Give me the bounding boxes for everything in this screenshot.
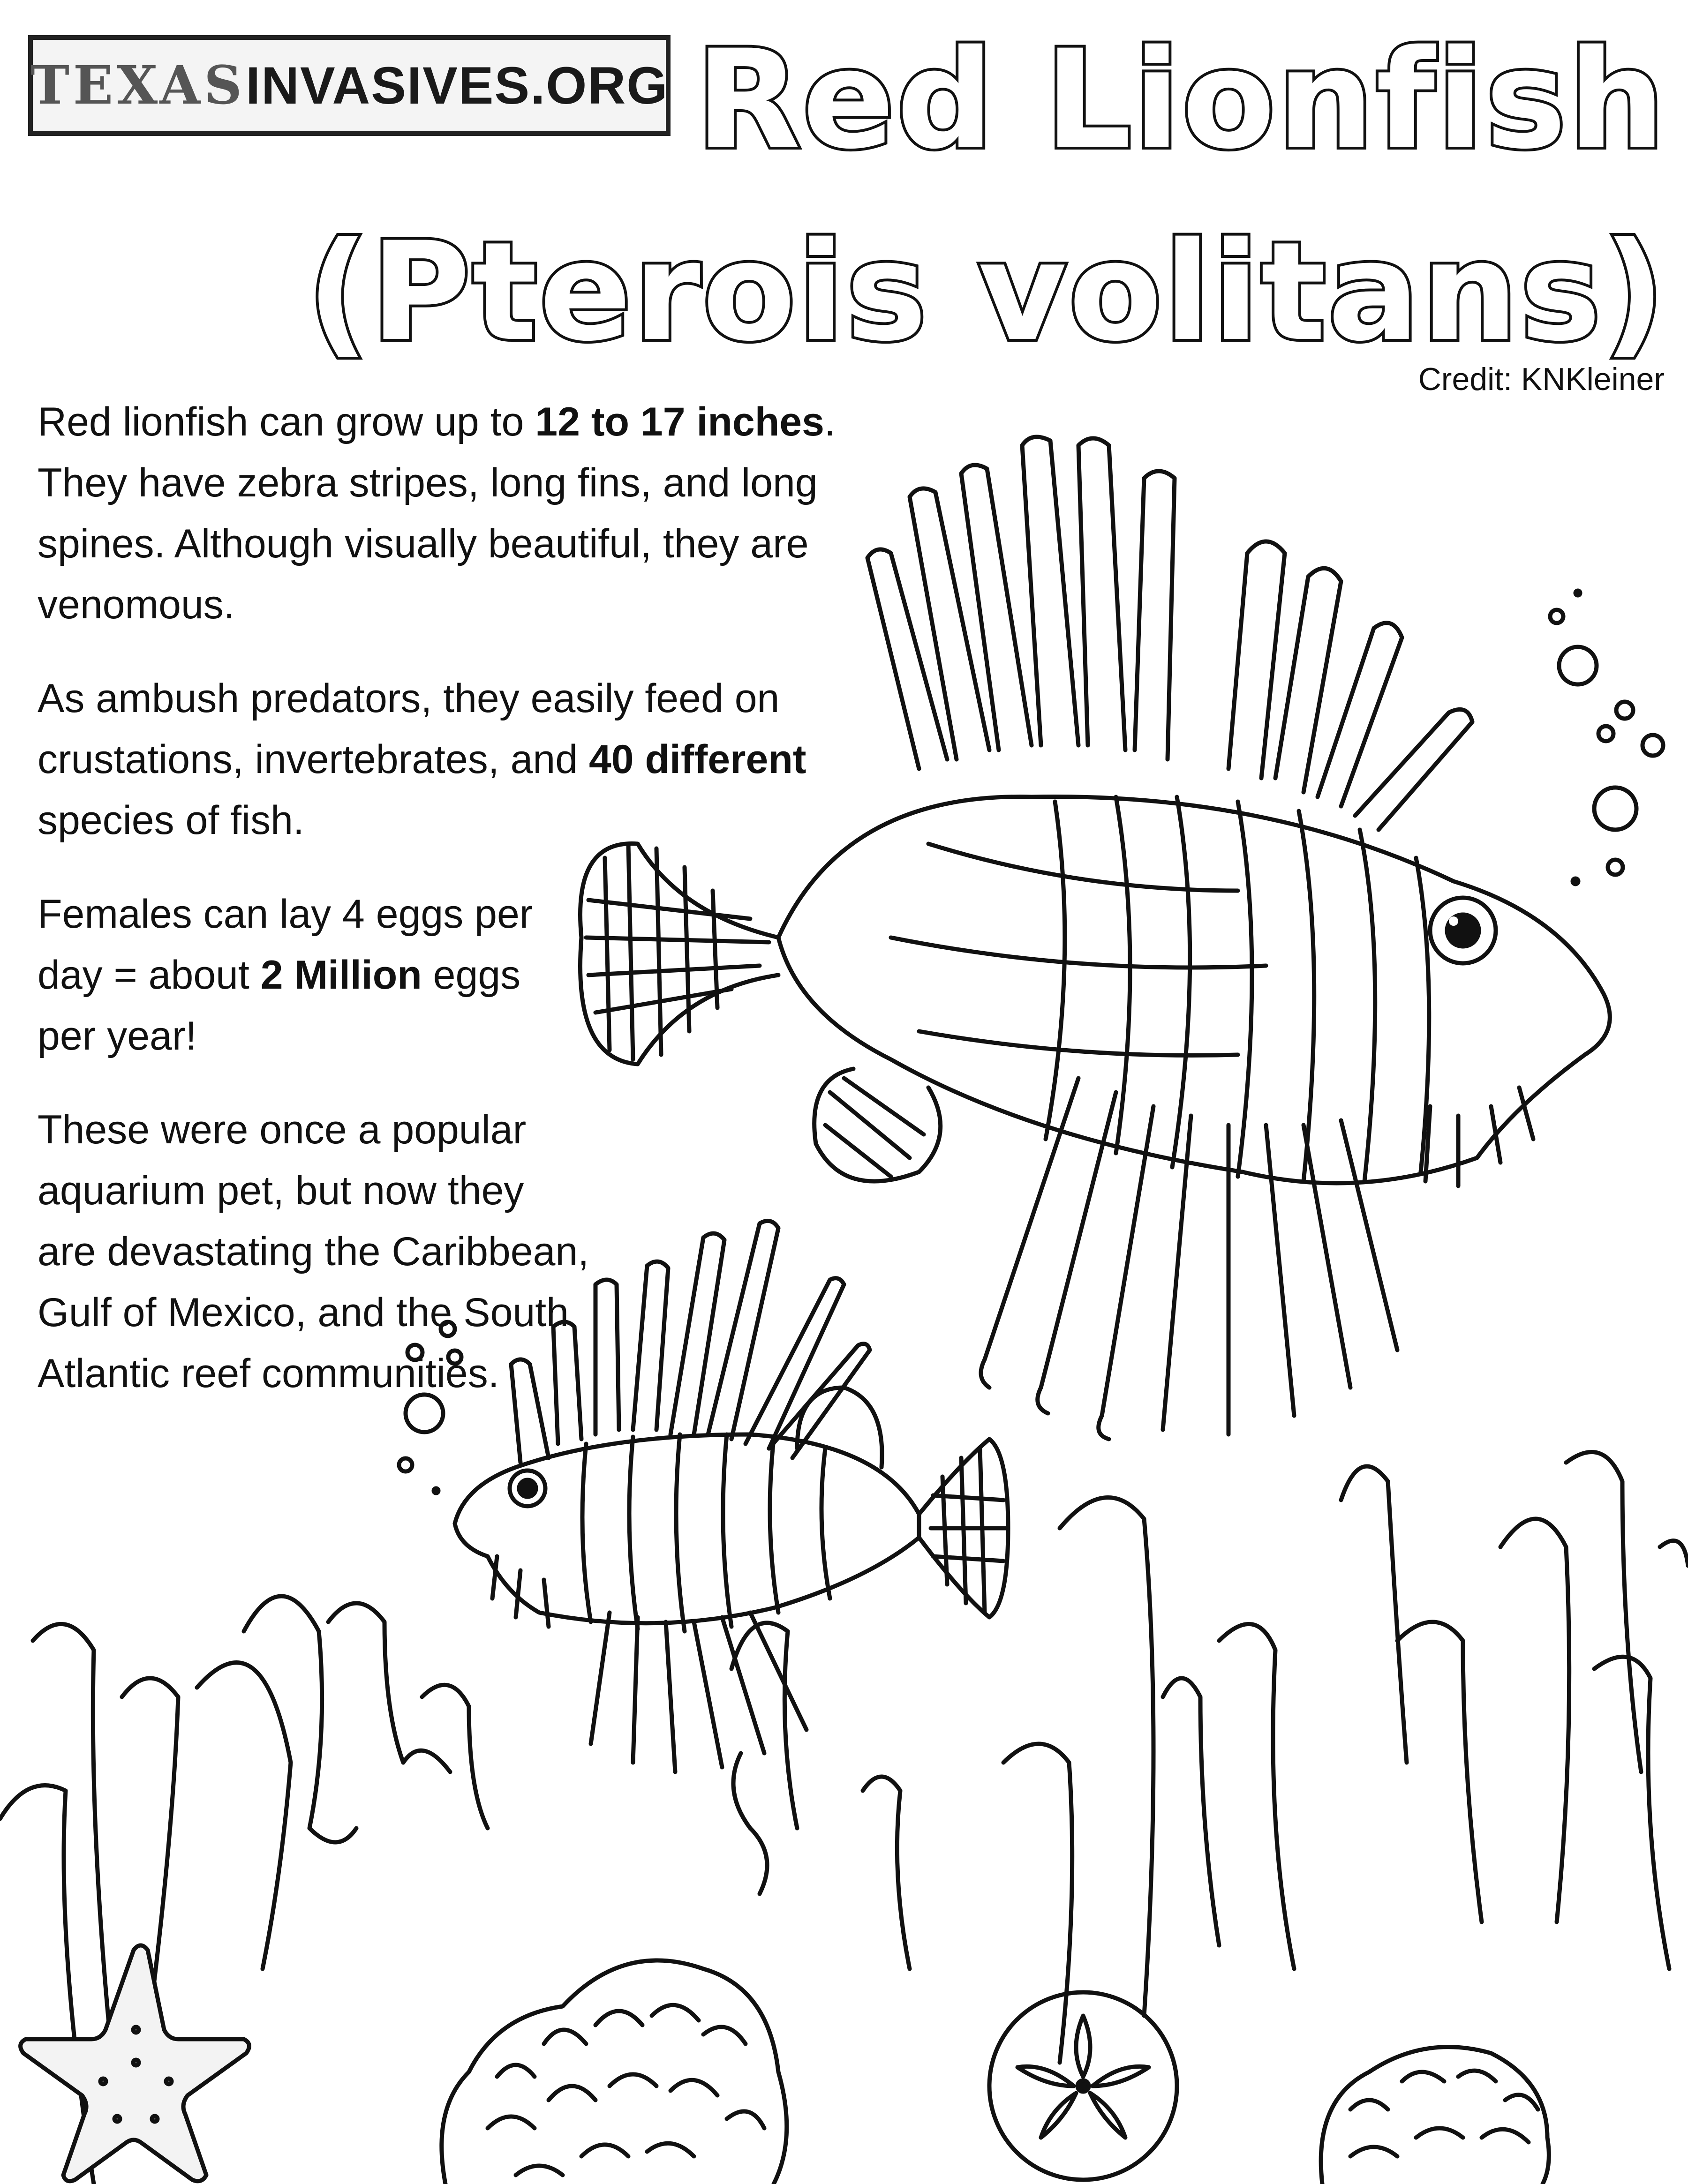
lionfish-large-icon	[580, 437, 1610, 1439]
logo-text-texas: TEXAS	[30, 55, 246, 116]
image-credit: Credit: KNKleiner	[1418, 361, 1665, 397]
page-title: Red Lionfish	[695, 21, 1667, 179]
lionfish-small-icon	[455, 1221, 1008, 1772]
paragraph-reproduction: Females can lay 4 eggs per day = about 2 Million eggs per year!	[38, 892, 533, 1058]
paragraph-size: Red lionfish can grow up to 12 to 17 inches. They have zebra stripes, long fins, and long spines. Although visually beautiful, they are venomous.	[38, 399, 836, 627]
paragraph-diet: As ambush predators, they easily feed on crustations, invertebrates, and 40 different species of fish.	[38, 676, 806, 843]
starfish-icon	[21, 1945, 249, 2181]
paragraph-impact: These were once a popular aquarium pet, but now they are devastating the Caribbean, Gulf of Mexico, and the South Atlantic reef communities.	[38, 1107, 589, 1396]
bubbles-icon	[399, 591, 1663, 1493]
scientific-name: (Pterois volitans)	[307, 213, 1667, 371]
logo-text-invasives: INVASIVES.ORG	[245, 56, 669, 115]
coral-icon	[442, 1960, 1549, 2184]
sand-dollar-icon	[989, 1992, 1177, 2180]
